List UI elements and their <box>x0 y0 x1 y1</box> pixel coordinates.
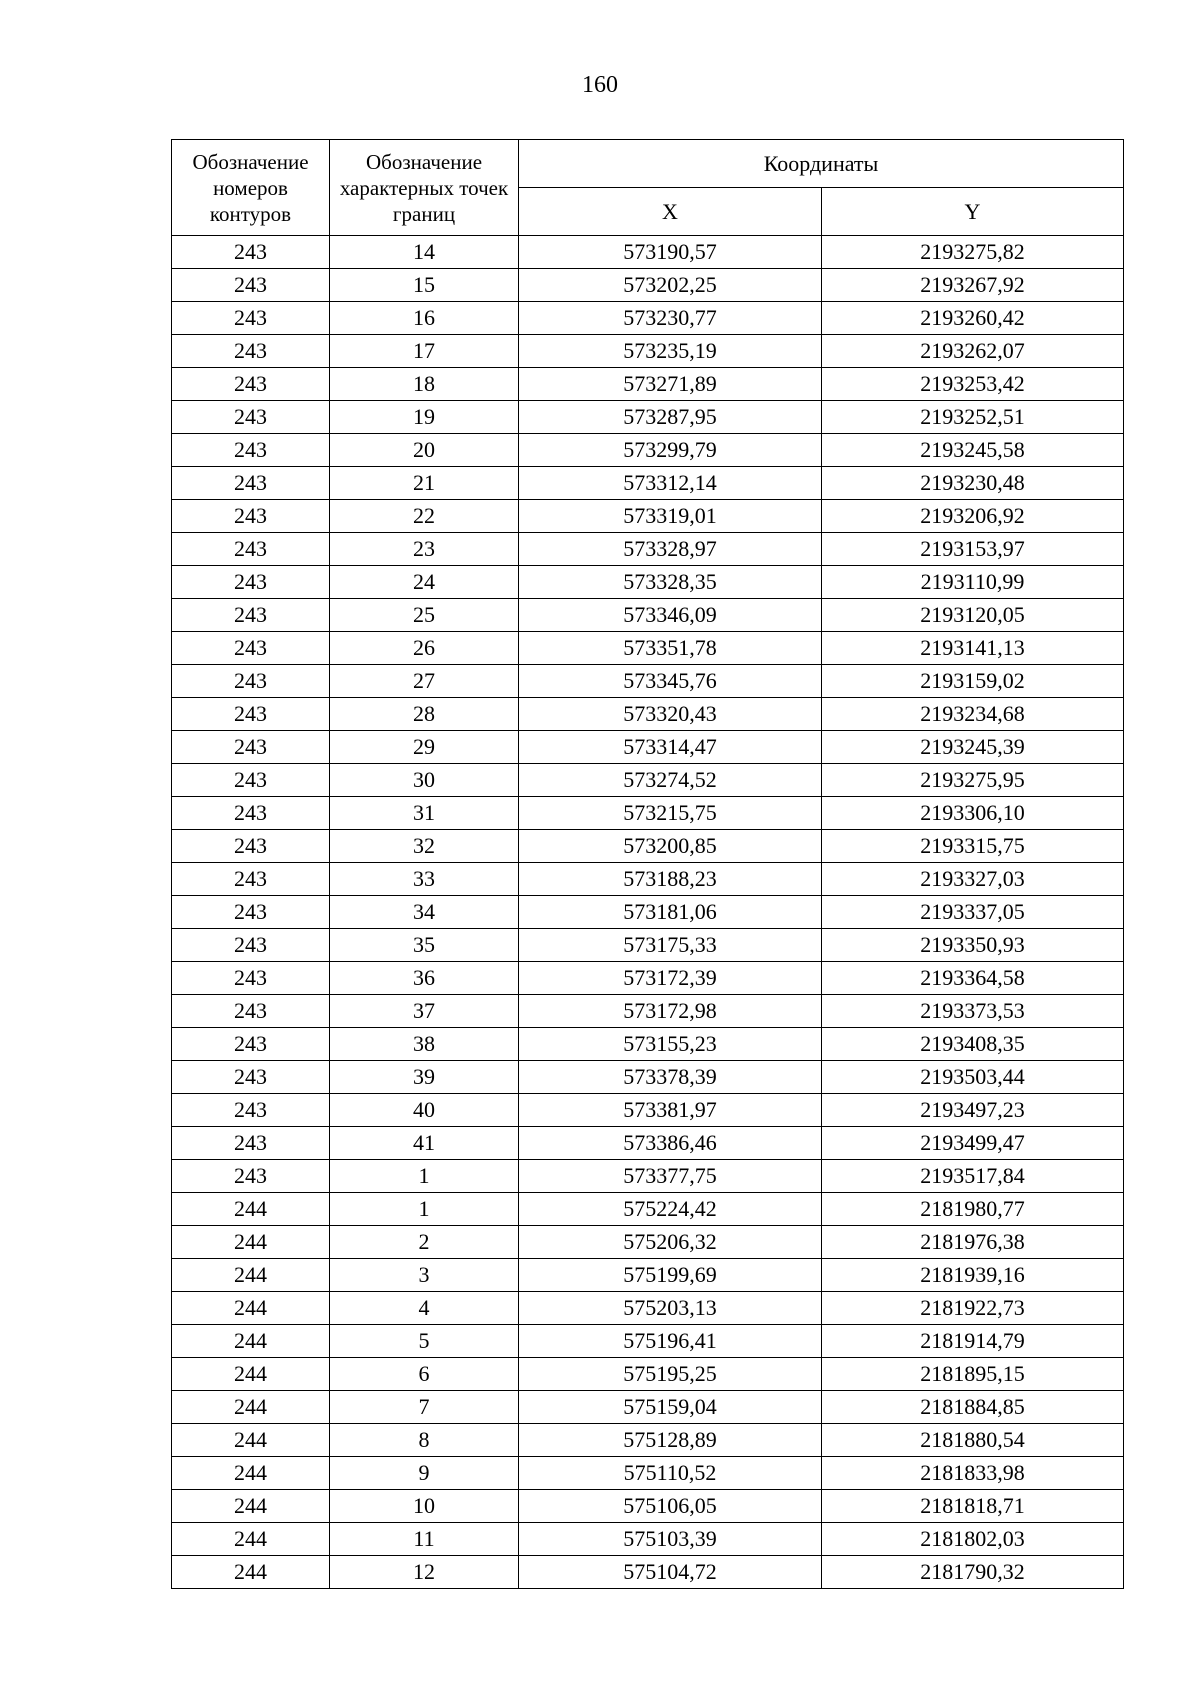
contour-number-cell: 243 <box>172 698 330 731</box>
table-row <box>172 962 1124 995</box>
y-coordinate-cell: 2193110,99 <box>822 566 1124 599</box>
x-coordinate-cell: 573345,76 <box>519 665 822 698</box>
y-coordinate-cell: 2181833,98 <box>822 1457 1124 1490</box>
contour-number-cell: 244 <box>172 1391 330 1424</box>
x-coordinate-cell: 573328,97 <box>519 533 822 566</box>
point-number-cell: 21 <box>330 467 519 500</box>
x-coordinate-cell: 573346,09 <box>519 599 822 632</box>
contour-number-cell: 244 <box>172 1523 330 1556</box>
contour-number-cell: 244 <box>172 1457 330 1490</box>
point-number-cell: 40 <box>330 1094 519 1127</box>
x-coordinate-cell: 573230,77 <box>519 302 822 335</box>
contour-number-cell: 243 <box>172 434 330 467</box>
contour-number-cell: 243 <box>172 1094 330 1127</box>
table-row <box>172 1325 1124 1358</box>
header-contour-numbers: Обозначение номеров контуров <box>172 140 330 236</box>
table-row <box>172 863 1124 896</box>
x-coordinate-cell: 573287,95 <box>519 401 822 434</box>
table-row <box>172 1292 1124 1325</box>
y-coordinate-cell: 2193275,82 <box>822 236 1124 269</box>
x-coordinate-cell: 573351,78 <box>519 632 822 665</box>
point-number-cell: 30 <box>330 764 519 797</box>
x-coordinate-cell: 575224,42 <box>519 1193 822 1226</box>
table-row <box>172 335 1124 368</box>
table-row <box>172 467 1124 500</box>
x-coordinate-cell: 575159,04 <box>519 1391 822 1424</box>
table-row <box>172 731 1124 764</box>
y-coordinate-cell: 2181895,15 <box>822 1358 1124 1391</box>
contour-number-cell: 243 <box>172 1028 330 1061</box>
x-coordinate-cell: 573202,25 <box>519 269 822 302</box>
contour-number-cell: 243 <box>172 269 330 302</box>
table-row <box>172 1061 1124 1094</box>
x-coordinate-cell: 573378,39 <box>519 1061 822 1094</box>
x-coordinate-cell: 575104,72 <box>519 1556 822 1589</box>
coordinates-table <box>171 139 1124 1589</box>
y-coordinate-cell: 2193141,13 <box>822 632 1124 665</box>
x-coordinate-cell: 573200,85 <box>519 830 822 863</box>
table-row <box>172 632 1124 665</box>
point-number-cell: 26 <box>330 632 519 665</box>
y-coordinate-cell: 2193230,48 <box>822 467 1124 500</box>
table-row <box>172 599 1124 632</box>
y-coordinate-cell: 2181802,03 <box>822 1523 1124 1556</box>
point-number-cell: 27 <box>330 665 519 698</box>
table-row <box>172 302 1124 335</box>
y-coordinate-cell: 2193364,58 <box>822 962 1124 995</box>
x-coordinate-cell: 573172,98 <box>519 995 822 1028</box>
x-coordinate-cell: 573155,23 <box>519 1028 822 1061</box>
table-row <box>172 797 1124 830</box>
x-coordinate-cell: 575106,05 <box>519 1490 822 1523</box>
point-number-cell: 9 <box>330 1457 519 1490</box>
x-coordinate-cell: 573328,35 <box>519 566 822 599</box>
table-row <box>172 500 1124 533</box>
table-row <box>172 995 1124 1028</box>
point-number-cell: 12 <box>330 1556 519 1589</box>
contour-number-cell: 244 <box>172 1358 330 1391</box>
header-y: Y <box>822 188 1124 236</box>
contour-number-cell: 243 <box>172 1127 330 1160</box>
point-number-cell: 17 <box>330 335 519 368</box>
point-number-cell: 28 <box>330 698 519 731</box>
contour-number-cell: 243 <box>172 599 330 632</box>
y-coordinate-cell: 2193408,35 <box>822 1028 1124 1061</box>
table-row <box>172 1226 1124 1259</box>
point-number-cell: 8 <box>330 1424 519 1457</box>
table-row <box>172 1490 1124 1523</box>
point-number-cell: 36 <box>330 962 519 995</box>
contour-number-cell: 243 <box>172 467 330 500</box>
point-number-cell: 18 <box>330 368 519 401</box>
x-coordinate-cell: 575196,41 <box>519 1325 822 1358</box>
y-coordinate-cell: 2193260,42 <box>822 302 1124 335</box>
x-coordinate-cell: 573235,19 <box>519 335 822 368</box>
y-coordinate-cell: 2193497,23 <box>822 1094 1124 1127</box>
point-number-cell: 37 <box>330 995 519 1028</box>
point-number-cell: 25 <box>330 599 519 632</box>
y-coordinate-cell: 2181914,79 <box>822 1325 1124 1358</box>
header-coordinates: Координаты <box>519 140 1124 188</box>
point-number-cell: 1 <box>330 1193 519 1226</box>
point-number-cell: 10 <box>330 1490 519 1523</box>
table-row <box>172 236 1124 269</box>
y-coordinate-cell: 2193350,93 <box>822 929 1124 962</box>
x-coordinate-cell: 573319,01 <box>519 500 822 533</box>
point-number-cell: 15 <box>330 269 519 302</box>
table-row <box>172 1193 1124 1226</box>
x-coordinate-cell: 573386,46 <box>519 1127 822 1160</box>
point-number-cell: 5 <box>330 1325 519 1358</box>
page-number: 160 <box>582 72 618 98</box>
y-coordinate-cell: 2193517,84 <box>822 1160 1124 1193</box>
header-x: X <box>519 188 822 236</box>
y-coordinate-cell: 2193337,05 <box>822 896 1124 929</box>
x-coordinate-cell: 575128,89 <box>519 1424 822 1457</box>
contour-number-cell: 243 <box>172 632 330 665</box>
point-number-cell: 4 <box>330 1292 519 1325</box>
contour-number-cell: 244 <box>172 1193 330 1226</box>
point-number-cell: 6 <box>330 1358 519 1391</box>
point-number-cell: 35 <box>330 929 519 962</box>
table-row <box>172 665 1124 698</box>
point-number-cell: 39 <box>330 1061 519 1094</box>
contour-number-cell: 243 <box>172 335 330 368</box>
x-coordinate-cell: 573190,57 <box>519 236 822 269</box>
table-row <box>172 368 1124 401</box>
table-row <box>172 434 1124 467</box>
y-coordinate-cell: 2193253,42 <box>822 368 1124 401</box>
y-coordinate-cell: 2181922,73 <box>822 1292 1124 1325</box>
x-coordinate-cell: 573377,75 <box>519 1160 822 1193</box>
y-coordinate-cell: 2181818,71 <box>822 1490 1124 1523</box>
point-number-cell: 31 <box>330 797 519 830</box>
x-coordinate-cell: 573381,97 <box>519 1094 822 1127</box>
x-coordinate-cell: 573320,43 <box>519 698 822 731</box>
y-coordinate-cell: 2193306,10 <box>822 797 1124 830</box>
point-number-cell: 16 <box>330 302 519 335</box>
contour-number-cell: 243 <box>172 500 330 533</box>
table-row <box>172 764 1124 797</box>
y-coordinate-cell: 2193373,53 <box>822 995 1124 1028</box>
table-row <box>172 896 1124 929</box>
contour-number-cell: 244 <box>172 1424 330 1457</box>
contour-number-cell: 243 <box>172 731 330 764</box>
contour-number-cell: 243 <box>172 929 330 962</box>
y-coordinate-cell: 2193315,75 <box>822 830 1124 863</box>
x-coordinate-cell: 573175,33 <box>519 929 822 962</box>
y-coordinate-cell: 2181976,38 <box>822 1226 1124 1259</box>
x-coordinate-cell: 573299,79 <box>519 434 822 467</box>
table-row <box>172 1094 1124 1127</box>
x-coordinate-cell: 573271,89 <box>519 368 822 401</box>
y-coordinate-cell: 2193503,44 <box>822 1061 1124 1094</box>
x-coordinate-cell: 573172,39 <box>519 962 822 995</box>
point-number-cell: 41 <box>330 1127 519 1160</box>
table-row <box>172 1259 1124 1292</box>
table-row <box>172 401 1124 434</box>
table-row <box>172 1391 1124 1424</box>
x-coordinate-cell: 573274,52 <box>519 764 822 797</box>
contour-number-cell: 243 <box>172 368 330 401</box>
y-coordinate-cell: 2193159,02 <box>822 665 1124 698</box>
x-coordinate-cell: 575110,52 <box>519 1457 822 1490</box>
table-row <box>172 269 1124 302</box>
table-row <box>172 929 1124 962</box>
table-body <box>172 236 1124 1589</box>
header-boundary-points: Обозначение характерных точек границ <box>330 140 519 236</box>
table-row <box>172 1160 1124 1193</box>
x-coordinate-cell: 575195,25 <box>519 1358 822 1391</box>
point-number-cell: 11 <box>330 1523 519 1556</box>
point-number-cell: 3 <box>330 1259 519 1292</box>
point-number-cell: 24 <box>330 566 519 599</box>
y-coordinate-cell: 2193234,68 <box>822 698 1124 731</box>
y-coordinate-cell: 2193327,03 <box>822 863 1124 896</box>
contour-number-cell: 243 <box>172 896 330 929</box>
contour-number-cell: 243 <box>172 863 330 896</box>
contour-number-cell: 244 <box>172 1556 330 1589</box>
y-coordinate-cell: 2181790,32 <box>822 1556 1124 1589</box>
point-number-cell: 29 <box>330 731 519 764</box>
contour-number-cell: 243 <box>172 1160 330 1193</box>
contour-number-cell: 243 <box>172 533 330 566</box>
y-coordinate-cell: 2181980,77 <box>822 1193 1124 1226</box>
point-number-cell: 33 <box>330 863 519 896</box>
y-coordinate-cell: 2181880,54 <box>822 1424 1124 1457</box>
contour-number-cell: 243 <box>172 962 330 995</box>
contour-number-cell: 243 <box>172 401 330 434</box>
y-coordinate-cell: 2193206,92 <box>822 500 1124 533</box>
point-number-cell: 14 <box>330 236 519 269</box>
x-coordinate-cell: 573312,14 <box>519 467 822 500</box>
table-row <box>172 1457 1124 1490</box>
y-coordinate-cell: 2193153,97 <box>822 533 1124 566</box>
x-coordinate-cell: 575203,13 <box>519 1292 822 1325</box>
contour-number-cell: 243 <box>172 302 330 335</box>
x-coordinate-cell: 575199,69 <box>519 1259 822 1292</box>
table-row <box>172 1523 1124 1556</box>
y-coordinate-cell: 2193499,47 <box>822 1127 1124 1160</box>
table-header <box>172 140 1124 236</box>
contour-number-cell: 243 <box>172 764 330 797</box>
contour-number-cell: 244 <box>172 1292 330 1325</box>
table-row <box>172 698 1124 731</box>
y-coordinate-cell: 2193245,58 <box>822 434 1124 467</box>
y-coordinate-cell: 2193245,39 <box>822 731 1124 764</box>
y-coordinate-cell: 2193262,07 <box>822 335 1124 368</box>
x-coordinate-cell: 573314,47 <box>519 731 822 764</box>
contour-number-cell: 243 <box>172 665 330 698</box>
x-coordinate-cell: 573215,75 <box>519 797 822 830</box>
y-coordinate-cell: 2181939,16 <box>822 1259 1124 1292</box>
x-coordinate-cell: 573188,23 <box>519 863 822 896</box>
point-number-cell: 22 <box>330 500 519 533</box>
y-coordinate-cell: 2193120,05 <box>822 599 1124 632</box>
y-coordinate-cell: 2181884,85 <box>822 1391 1124 1424</box>
x-coordinate-cell: 575206,32 <box>519 1226 822 1259</box>
table-row <box>172 1358 1124 1391</box>
contour-number-cell: 243 <box>172 236 330 269</box>
contour-number-cell: 243 <box>172 797 330 830</box>
contour-number-cell: 243 <box>172 1061 330 1094</box>
contour-number-cell: 244 <box>172 1490 330 1523</box>
point-number-cell: 1 <box>330 1160 519 1193</box>
point-number-cell: 34 <box>330 896 519 929</box>
table-row <box>172 830 1124 863</box>
table-row <box>172 1424 1124 1457</box>
contour-number-cell: 244 <box>172 1325 330 1358</box>
point-number-cell: 2 <box>330 1226 519 1259</box>
point-number-cell: 20 <box>330 434 519 467</box>
contour-number-cell: 244 <box>172 1259 330 1292</box>
contour-number-cell: 243 <box>172 566 330 599</box>
table-row <box>172 566 1124 599</box>
x-coordinate-cell: 575103,39 <box>519 1523 822 1556</box>
y-coordinate-cell: 2193275,95 <box>822 764 1124 797</box>
table-row <box>172 533 1124 566</box>
contour-number-cell: 244 <box>172 1226 330 1259</box>
table-row <box>172 1127 1124 1160</box>
y-coordinate-cell: 2193267,92 <box>822 269 1124 302</box>
x-coordinate-cell: 573181,06 <box>519 896 822 929</box>
point-number-cell: 23 <box>330 533 519 566</box>
point-number-cell: 38 <box>330 1028 519 1061</box>
contour-number-cell: 243 <box>172 830 330 863</box>
table-row <box>172 1028 1124 1061</box>
point-number-cell: 7 <box>330 1391 519 1424</box>
table-row <box>172 1556 1124 1589</box>
contour-number-cell: 243 <box>172 995 330 1028</box>
y-coordinate-cell: 2193252,51 <box>822 401 1124 434</box>
point-number-cell: 19 <box>330 401 519 434</box>
point-number-cell: 32 <box>330 830 519 863</box>
